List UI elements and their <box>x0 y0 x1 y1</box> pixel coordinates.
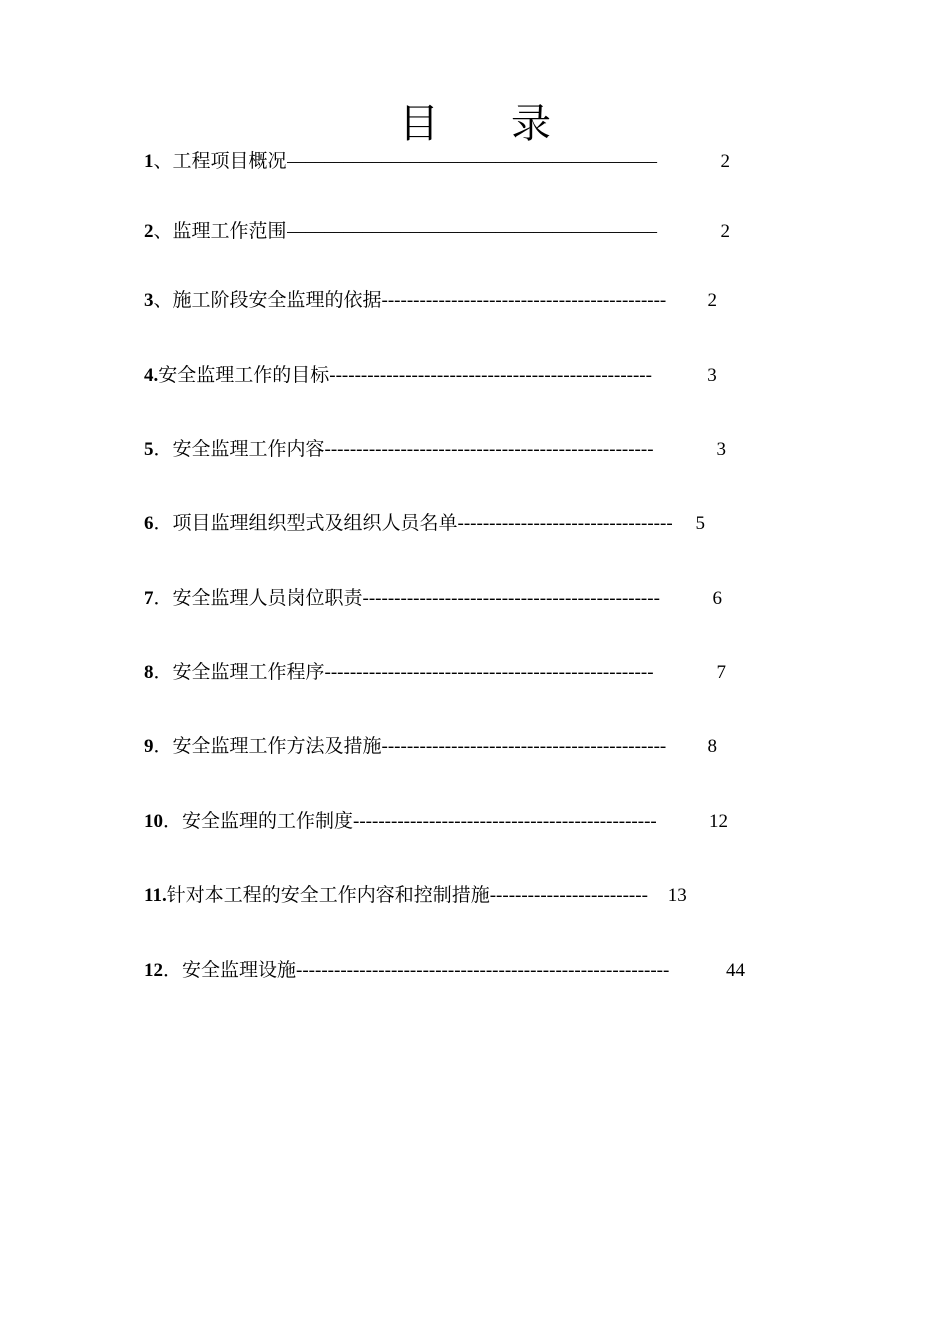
toc-entry-label: 安全监理设施 <box>182 959 297 981</box>
toc-entry-number: 11. <box>144 885 167 906</box>
toc-entry-page: 6 <box>712 588 723 609</box>
toc-entry-leader: ---------------------------------------------------- <box>324 439 654 460</box>
toc-entry-page: 3 <box>707 365 717 386</box>
toc-entry-leader: ----------------------------------------------- <box>362 588 660 609</box>
toc-entry-leader: ––––––––––––––––––––––––––––––––––––––– <box>286 151 658 172</box>
toc-entry[interactable] <box>144 584 722 612</box>
toc-entry-leader: --------------------------------------------- <box>381 736 667 757</box>
toc-entry-page: 12 <box>709 811 729 832</box>
toc-entry-leader: ------------------------- <box>489 885 648 906</box>
toc-entry-leader: ------------------------------------------------ <box>353 811 657 832</box>
toc-entry-label: 安全监理工作方法及措施 <box>172 735 382 757</box>
toc-entry-label: 针对本工程的安全工作内容和控制措施 <box>166 884 490 906</box>
toc-entry-page: 5 <box>695 513 706 534</box>
toc-entry-page: 2 <box>720 151 731 172</box>
toc-entry-number: 7 <box>144 588 154 609</box>
toc-entry-number: 6 <box>144 513 154 534</box>
toc-entry-page: 2 <box>720 221 731 242</box>
toc-entry-leader: ---------------------------------------------------- <box>324 662 654 683</box>
toc-entry-number: 2 <box>144 221 154 242</box>
toc-entry[interactable] <box>144 147 730 175</box>
toc-entry-page: 2 <box>707 290 718 311</box>
toc-title-char-1: 目 <box>399 101 439 147</box>
toc-entry-page: 3 <box>716 439 727 460</box>
toc-entry-separator: 、 <box>153 150 173 172</box>
toc-entry-number: 9 <box>144 736 154 757</box>
toc-title-char-2: 录 <box>511 101 551 147</box>
toc-entry[interactable] <box>144 658 726 686</box>
toc-entry-separator: 、 <box>153 289 173 311</box>
toc-entry-number: 1 <box>144 151 154 172</box>
toc-entry-separator: ． <box>163 959 183 981</box>
toc-entry[interactable] <box>144 435 726 463</box>
toc-entry-label: 安全监理工作内容 <box>172 438 325 460</box>
toc-entry[interactable] <box>144 509 705 537</box>
toc-entry-number: 12 <box>144 960 163 981</box>
toc-entry-separator: ． <box>163 810 183 832</box>
toc-entry-label: 安全监理工作的目标 <box>158 364 330 386</box>
toc-entry-leader: --------------------------------------------- <box>381 290 667 311</box>
toc-entry-leader: ----------------------------------------------------------- <box>296 960 670 981</box>
toc-entry[interactable] <box>144 956 745 984</box>
toc-entry[interactable] <box>144 217 730 245</box>
toc-entry-leader: ---------------------------------- <box>457 513 673 534</box>
toc-entry-separator: ． <box>153 438 173 460</box>
toc-entry-label: 安全监理的工作制度 <box>182 810 354 832</box>
toc-entry-page: 13 <box>667 885 687 906</box>
toc-entry-label: 安全监理工作程序 <box>172 661 325 683</box>
toc-entry-separator: ． <box>153 587 173 609</box>
toc-entry-separator: 、 <box>153 220 173 242</box>
toc-entry[interactable] <box>144 732 717 760</box>
toc-entry-page: 44 <box>726 960 746 981</box>
toc-entry[interactable] <box>144 361 717 389</box>
toc-entry-label: 工程项目概况 <box>172 150 287 172</box>
toc-entry-number: 8 <box>144 662 154 683</box>
toc-entry-number: 10 <box>144 811 163 832</box>
toc-entry[interactable] <box>144 807 728 835</box>
toc-list <box>144 0 784 1344</box>
toc-entry-leader: --------------------------------------------------- <box>329 365 652 386</box>
toc-entry[interactable] <box>144 881 687 909</box>
toc-entry-label: 监理工作范围 <box>172 220 287 242</box>
toc-entry-number: 3 <box>144 290 154 311</box>
toc-entry-separator: ． <box>153 735 173 757</box>
toc-entry-page: 7 <box>716 662 727 683</box>
toc-entry-number: 4. <box>144 365 159 386</box>
toc-entry-label: 项目监理组织型式及组织人员名单 <box>172 512 458 534</box>
toc-entry-leader: ––––––––––––––––––––––––––––––––––––––– <box>286 221 658 242</box>
toc-entry-label: 安全监理人员岗位职责 <box>172 587 363 609</box>
toc-entry-separator: ． <box>153 512 173 534</box>
toc-entry-separator: ． <box>153 661 173 683</box>
toc-entry-page: 8 <box>707 736 718 757</box>
toc-entry-label: 施工阶段安全监理的依据 <box>172 289 382 311</box>
toc-entry-number: 5 <box>144 439 154 460</box>
toc-entry[interactable] <box>144 286 717 314</box>
